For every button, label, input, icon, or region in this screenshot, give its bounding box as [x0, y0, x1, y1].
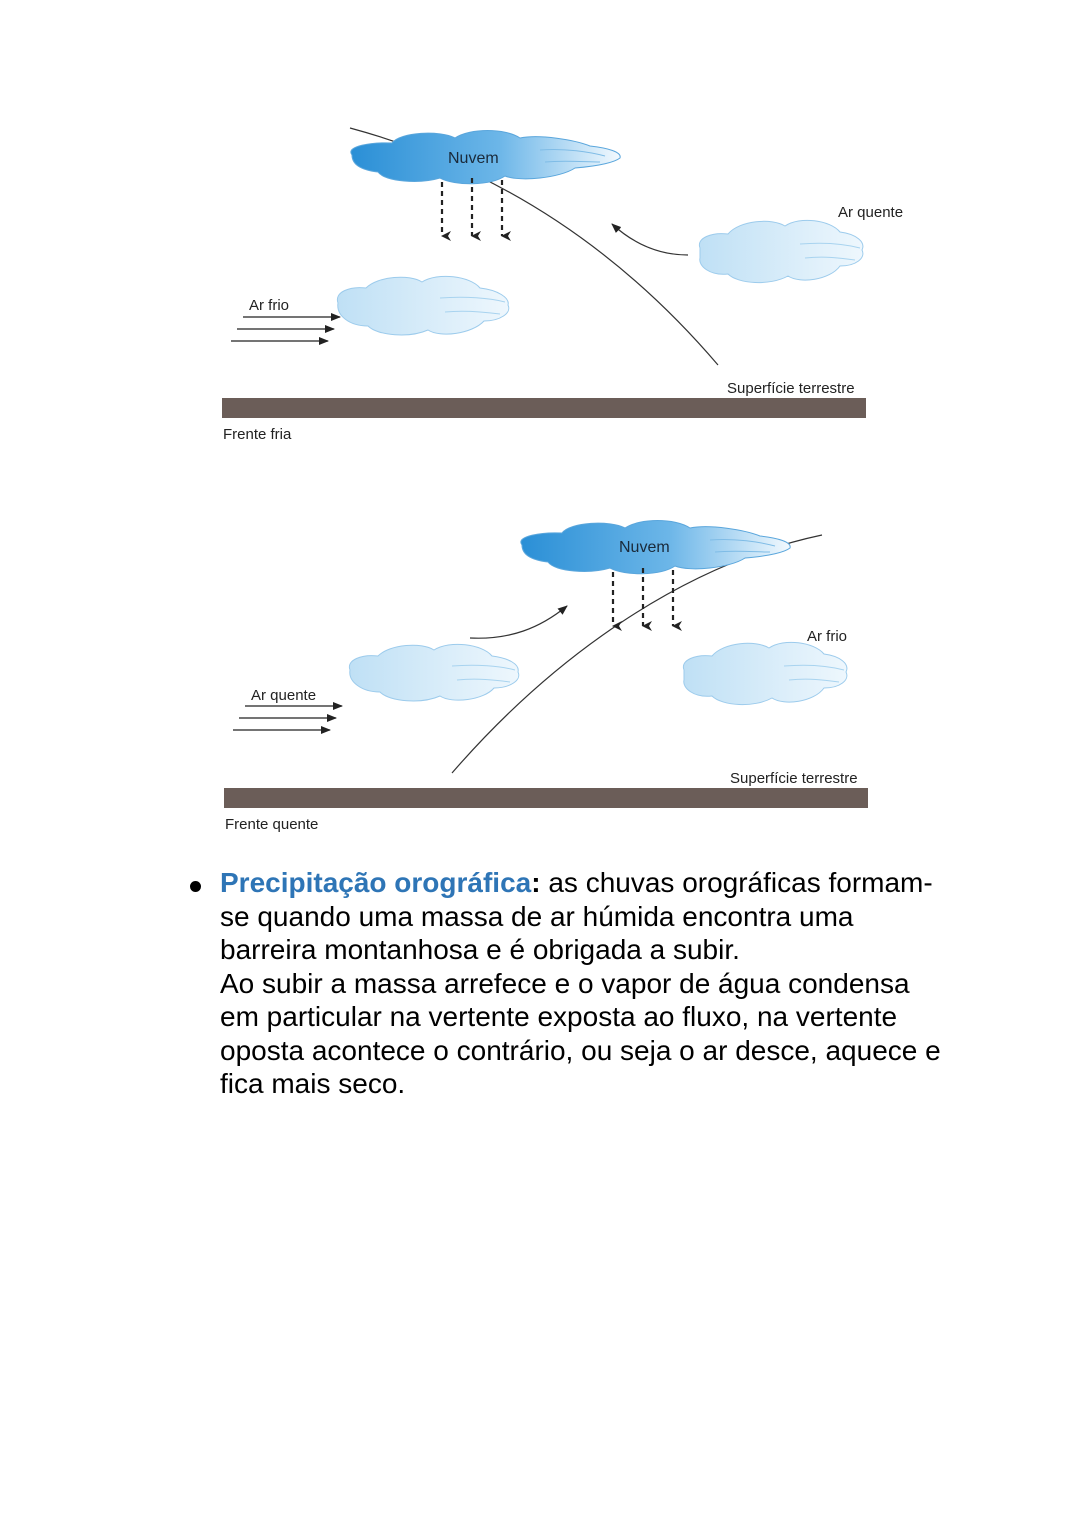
- warm-front-diagram: [224, 521, 868, 834]
- warm-front-warm-air-rise-arrow: [470, 606, 567, 638]
- bullet-point-icon: [190, 881, 201, 892]
- warm-front-cloud-label: Nuvem: [619, 539, 670, 556]
- warm-front-ground: [224, 788, 868, 808]
- cold-front-warm-air-rise-arrow: [612, 224, 688, 255]
- warm-front-caption: Frente quente: [225, 816, 319, 833]
- cold-front-cold-air-cloud: [337, 276, 508, 335]
- cold-front-cold-air-arrows: [231, 317, 340, 341]
- cold-front-caption: Frente fria: [223, 426, 292, 443]
- cold-front-cold-air-label: Ar frio: [249, 297, 290, 314]
- bullet-explanation: Ao subir a massa arrefece e o vapor de água condensa em particular na vertente exposta ao fluxo, na vertente oposta acontece o contrário, ou seja o ar desce, aquece e fica mais seco.: [220, 967, 941, 1099]
- cold-front-ground: [222, 398, 866, 418]
- bullet-definition: as chuvas orográficas formam-se quando uma massa de ar húmida encontra uma barreira montanhosa e é obrigada a subir.: [220, 867, 933, 965]
- warm-front-surface-label: Superfície terrestre: [730, 770, 858, 787]
- cold-front-warm-air-label: Ar quente: [838, 204, 904, 221]
- bullet-term: Precipitação orográfica: [220, 867, 532, 898]
- cold-front-diagram: [222, 128, 903, 443]
- bullet-text: [220, 866, 950, 1101]
- orographic-precipitation-bullet: [190, 866, 950, 1101]
- warm-front-warm-air-label: Ar quente: [251, 687, 317, 704]
- warm-front-warm-air-arrows: [233, 706, 342, 730]
- cold-front-warm-air-cloud: [699, 220, 863, 282]
- cold-front-surface-label: Superfície terrestre: [727, 380, 855, 397]
- warm-front-rain-arrows: [613, 568, 673, 626]
- cold-front-cloud-label: Nuvem: [448, 150, 499, 167]
- warm-front-cold-air-cloud: [683, 642, 847, 704]
- warm-front-warm-air-cloud: [349, 644, 518, 701]
- warm-front-cold-air-label: Ar frio: [807, 628, 848, 645]
- bullet-colon: :: [531, 867, 541, 898]
- cold-front-rain-arrows: [442, 178, 502, 236]
